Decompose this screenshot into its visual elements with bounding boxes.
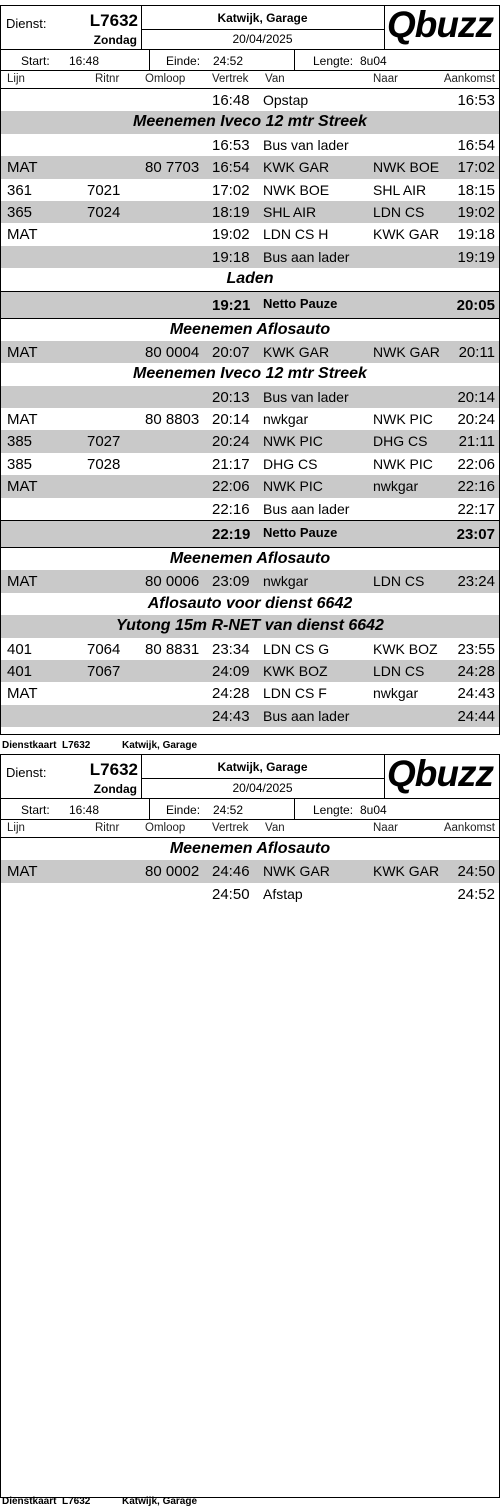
cell-van: DHG CS (263, 455, 318, 472)
pause-label: Netto Pauze (263, 525, 338, 541)
cell-van: Afstap (263, 885, 303, 902)
cell-vertrek: 20:07 (212, 343, 250, 361)
section-title: Laden (226, 270, 274, 288)
cell-vertrek: 23:34 (212, 640, 250, 658)
table-row (1, 89, 499, 111)
table-row (1, 201, 499, 223)
cell-naar: KWK BOZ (373, 640, 438, 657)
length-label: Lengte: (313, 803, 354, 817)
col-aankomst: Aankomst (443, 822, 495, 834)
cell-aankomst: 16:54 (457, 136, 495, 154)
footer-code: L7632 (62, 1496, 91, 1507)
cell-van: Opstap (263, 92, 309, 108)
cell-aankomst: 20:24 (457, 411, 495, 429)
cell-omloop: 80 0002 (145, 863, 200, 881)
cell-aankomst: 22:16 (457, 478, 495, 496)
cell-van: NWK PIC (263, 478, 323, 495)
dienst-code: L7632 (89, 760, 138, 779)
cell-lijn: MAT (7, 226, 38, 244)
qbuzz-logo: Qbuzz (387, 753, 493, 794)
section-row (1, 319, 499, 341)
date: 20/04/2025 (232, 781, 293, 795)
pause-end: 23:07 (456, 526, 495, 544)
table-row (1, 498, 499, 520)
cell-aankomst: 20:14 (457, 388, 495, 406)
cell-vertrek: 22:06 (212, 478, 250, 496)
cell-van: Bus aan lader (263, 248, 350, 265)
cell-lijn: 361 (7, 181, 33, 199)
footer-location: Katwijk, Garage (122, 740, 198, 751)
col-vertrek: Vertrek (212, 73, 249, 85)
cell-van: KWK GAR (263, 159, 330, 176)
section-row (1, 838, 499, 860)
cell-ritnr: 7027 (87, 433, 121, 451)
cell-ritnr: 7028 (87, 455, 121, 473)
pause-label: Netto Pauze (263, 295, 338, 311)
cell-naar: nwkgar (373, 685, 419, 702)
section-title: Meenemen Iveco 12 mtr Streek (133, 365, 367, 383)
cell-naar: NWK PIC (373, 455, 433, 472)
logo-cell (385, 755, 499, 798)
dienstkaart-page-1 (0, 5, 500, 735)
dienst-label: Dienst: (6, 765, 47, 780)
table-row (1, 705, 499, 727)
cell-aankomst: 20:11 (458, 343, 495, 361)
col-naar: Naar (373, 73, 398, 85)
location: Katwijk, Garage (217, 760, 308, 774)
table-row (1, 883, 499, 905)
section-row (1, 615, 499, 637)
times-bar (1, 50, 499, 71)
cell-lijn: MAT (7, 478, 38, 496)
cell-aankomst: 24:44 (457, 707, 495, 725)
cell-aankomst: 16:53 (457, 92, 495, 109)
cell-naar: LDN CS (373, 573, 425, 590)
length-value: 8u04 (360, 54, 387, 68)
cell-van: Bus aan lader (263, 707, 350, 724)
location-date-cell (141, 6, 385, 49)
cell-van: Bus van lader (263, 136, 349, 153)
table-row (1, 638, 499, 660)
pause-row (1, 291, 499, 319)
section-row (1, 111, 499, 133)
column-headers (1, 820, 499, 838)
cell-naar: NWK GAR (373, 343, 440, 360)
col-ritnr: Ritnr (95, 73, 120, 85)
table-row (1, 682, 499, 704)
dienst-cell (1, 6, 142, 49)
footer-label: Dienstkaart (2, 740, 57, 751)
table-row (1, 570, 499, 592)
cell-omloop: 80 8803 (145, 411, 200, 429)
cell-aankomst: 23:24 (457, 573, 495, 591)
table-row (1, 660, 499, 682)
pause-start: 19:21 (212, 296, 251, 314)
cell-aankomst: 18:15 (457, 181, 495, 199)
cell-van: nwkgar (263, 411, 309, 428)
section-row (1, 268, 499, 290)
end-time: 24:52 (213, 803, 244, 817)
cell-ritnr: 7064 (87, 640, 121, 658)
cell-vertrek: 22:16 (212, 500, 250, 518)
cell-van: NWK BOE (263, 181, 330, 198)
dienst-day: Zondag (93, 782, 137, 796)
section-title: Meenemen Aflosauto (169, 550, 331, 568)
dienstkaart-page-2 (0, 754, 500, 1498)
section-row (1, 593, 499, 615)
length-value: 8u04 (360, 803, 387, 817)
col-lijn: Lijn (7, 822, 25, 834)
table-row (1, 386, 499, 408)
cell-aankomst: 24:50 (457, 863, 495, 881)
cell-naar: KWK GAR (373, 226, 440, 243)
table-row (1, 134, 499, 156)
cell-vertrek: 20:13 (212, 388, 250, 406)
section-title: Meenemen Iveco 12 mtr Streek (133, 113, 367, 131)
table-row (1, 223, 499, 245)
length-label: Lengte: (313, 54, 354, 68)
location: Katwijk, Garage (217, 11, 308, 25)
start-label: Start: (21, 54, 50, 68)
logo-cell (385, 6, 499, 49)
cell-vertrek: 16:48 (212, 92, 250, 109)
col-lijn: Lijn (7, 73, 25, 85)
cell-vertrek: 17:02 (212, 181, 250, 199)
cell-van: Bus van lader (263, 388, 349, 405)
cell-naar: NWK PIC (373, 411, 433, 428)
col-van: Van (265, 822, 285, 834)
section-row (1, 548, 499, 570)
dienst-code: L7632 (89, 11, 138, 30)
dienst-label: Dienst: (6, 16, 47, 31)
cell-van: KWK GAR (263, 343, 330, 360)
cell-lijn: MAT (7, 863, 38, 881)
footer-label: Dienstkaart (2, 1496, 57, 1507)
cell-ritnr: 7067 (87, 662, 121, 680)
cell-lijn: 365 (7, 203, 33, 221)
cell-lijn: 385 (7, 433, 33, 451)
cell-vertrek: 24:09 (212, 662, 250, 680)
cell-aankomst: 23:55 (457, 640, 495, 658)
section-row (1, 363, 499, 385)
cell-naar: LDN CS (373, 203, 425, 220)
date: 20/04/2025 (232, 32, 293, 46)
cell-lijn: MAT (7, 685, 38, 703)
pause-row (1, 520, 499, 548)
table-row (1, 341, 499, 363)
cell-omloop: 80 7703 (145, 159, 200, 177)
pause-end: 20:05 (456, 296, 495, 314)
col-omloop: Omloop (145, 822, 186, 834)
section-title: Meenemen Aflosauto (169, 840, 331, 857)
cell-van: LDN CS G (263, 640, 330, 657)
cell-lijn: MAT (7, 159, 38, 177)
cell-lijn: 401 (7, 662, 33, 680)
cell-vertrek: 24:50 (212, 885, 250, 903)
cell-van: NWK PIC (263, 433, 323, 450)
col-ritnr: Ritnr (95, 822, 120, 834)
cell-vertrek: 20:24 (212, 433, 250, 451)
cell-ritnr: 7021 (87, 181, 121, 199)
footer-code: L7632 (62, 740, 91, 751)
cell-vertrek: 19:02 (212, 226, 250, 244)
cell-vertrek: 16:53 (212, 136, 250, 154)
dienst-day: Zondag (93, 33, 137, 47)
cell-aankomst: 22:06 (457, 455, 495, 473)
cell-aankomst: 22:17 (457, 500, 495, 518)
cell-omloop: 80 0006 (145, 573, 200, 591)
cell-naar: KWK GAR (373, 863, 440, 880)
start-label: Start: (21, 803, 50, 817)
table-row (1, 860, 499, 882)
cell-naar: nwkgar (373, 478, 419, 495)
cell-vertrek: 19:18 (212, 248, 250, 266)
footer-location: Katwijk, Garage (122, 1496, 198, 1507)
cell-lijn: MAT (7, 343, 38, 361)
col-naar: Naar (373, 822, 398, 834)
cell-vertrek: 20:14 (212, 411, 250, 429)
table-row (1, 475, 499, 497)
start-time: 16:48 (69, 803, 100, 817)
start-time: 16:48 (69, 54, 100, 68)
cell-aankomst: 24:28 (457, 662, 495, 680)
section-title: Yutong 15m R-NET van dienst 6642 (116, 617, 384, 635)
cell-aankomst: 21:11 (458, 433, 495, 451)
cell-lijn: MAT (7, 411, 38, 429)
times-bar (1, 799, 499, 820)
card-header (1, 6, 499, 50)
cell-vertrek: 23:09 (212, 573, 250, 591)
cell-van: KWK BOZ (263, 662, 328, 679)
cell-aankomst: 19:18 (457, 226, 495, 244)
column-headers (1, 71, 499, 89)
section-title: Meenemen Aflosauto (169, 320, 331, 338)
cell-aankomst: 19:02 (457, 203, 495, 221)
cell-van: NWK GAR (263, 863, 330, 880)
cell-lijn: 385 (7, 455, 33, 473)
col-omloop: Omloop (145, 73, 186, 85)
cell-vertrek: 18:19 (212, 203, 250, 221)
location-date-cell (141, 755, 385, 798)
cell-van: SHL AIR (263, 203, 317, 220)
section-title: Aflosauto voor dienst 6642 (147, 594, 353, 612)
qbuzz-logo: Qbuzz (387, 4, 493, 45)
cell-aankomst: 17:02 (457, 159, 495, 177)
col-van: Van (265, 73, 285, 85)
pause-start: 22:19 (212, 526, 251, 544)
cell-omloop: 80 8831 (145, 640, 200, 658)
cell-vertrek: 16:54 (212, 159, 250, 177)
cell-vertrek: 24:46 (212, 863, 250, 881)
table-row (1, 156, 499, 178)
cell-van: nwkgar (263, 573, 309, 590)
cell-ritnr: 7024 (87, 203, 121, 221)
cell-van: LDN CS H (263, 226, 329, 243)
cell-aankomst: 19:19 (457, 248, 495, 266)
cell-vertrek: 24:28 (212, 685, 250, 703)
end-label: Einde: (166, 803, 201, 817)
cell-aankomst: 24:52 (457, 885, 495, 903)
cell-omloop: 80 0004 (145, 343, 200, 361)
table-row (1, 179, 499, 201)
cell-aankomst: 24:43 (457, 685, 495, 703)
cell-van: LDN CS F (263, 685, 327, 702)
cell-vertrek: 24:43 (212, 707, 250, 725)
schedule-rows (1, 838, 499, 905)
cell-lijn: MAT (7, 573, 38, 591)
end-label: Einde: (166, 54, 201, 68)
cell-lijn: 401 (7, 640, 33, 658)
cell-naar: SHL AIR (373, 181, 427, 198)
end-time: 24:52 (213, 54, 244, 68)
cell-vertrek: 21:17 (212, 455, 250, 473)
table-row (1, 430, 499, 452)
table-row (1, 453, 499, 475)
table-row (1, 408, 499, 430)
card-header (1, 755, 499, 799)
cell-naar: DHG CS (373, 433, 428, 450)
cell-naar: LDN CS (373, 662, 425, 679)
table-row (1, 246, 499, 268)
col-vertrek: Vertrek (212, 822, 249, 834)
dienst-cell (1, 755, 142, 798)
schedule-rows (1, 89, 499, 727)
cell-naar: NWK BOE (373, 159, 440, 176)
col-aankomst: Aankomst (443, 73, 495, 85)
cell-van: Bus aan lader (263, 500, 350, 517)
